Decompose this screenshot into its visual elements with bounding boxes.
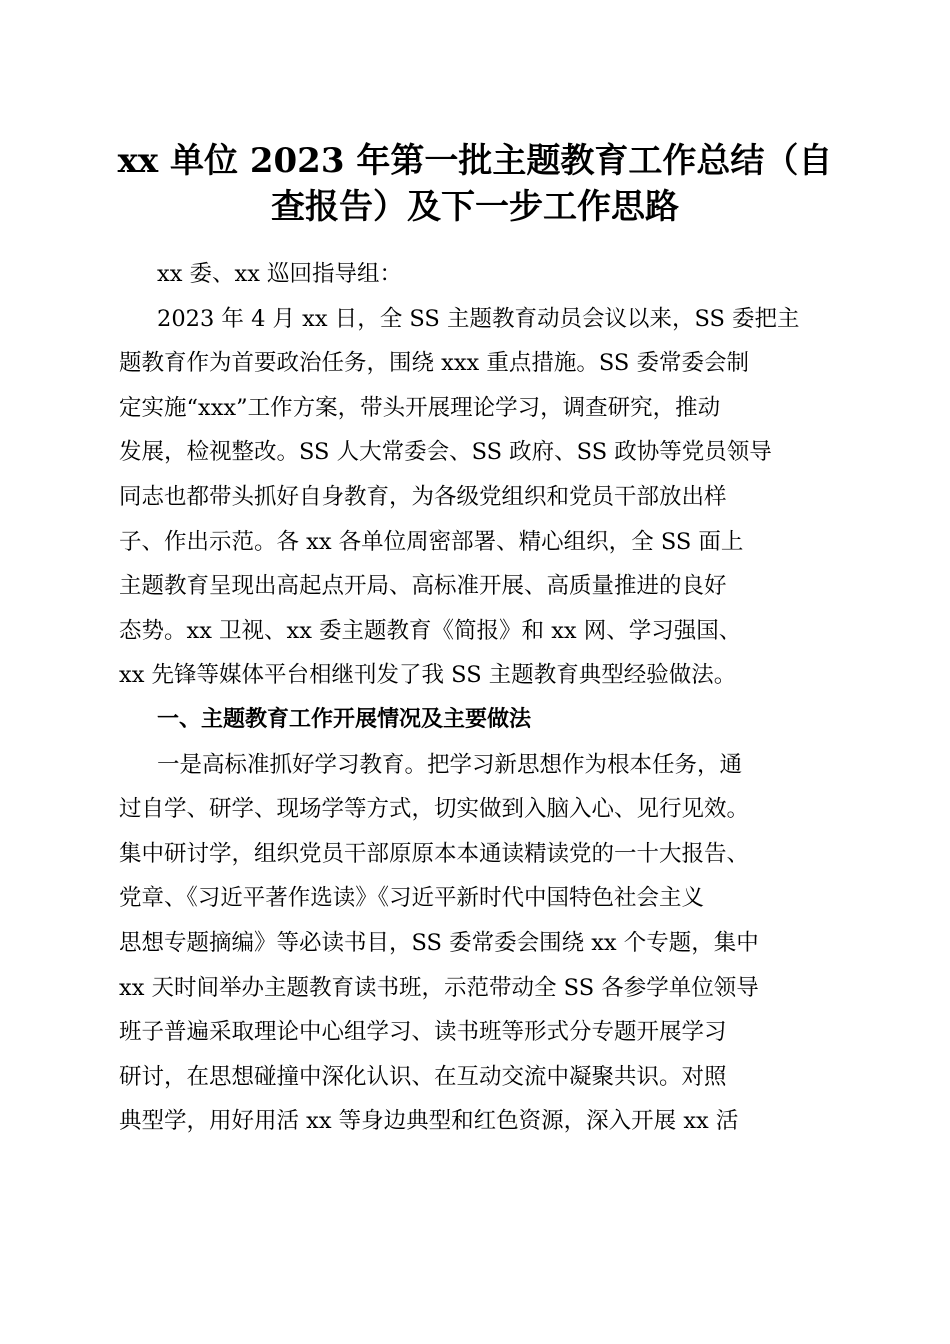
paragraph-2-line: 思想专题摘编》等必读书目，SS 委常委会围绕 xx 个专题，集中	[119, 929, 759, 956]
paragraph-2-line: 研讨，在思想碰撞中深化认识、在互动交流中凝聚共识。对照	[119, 1063, 727, 1090]
paragraph-1-line: 发展，检视整改。SS 人大常委会、SS 政府、SS 政协等党员领导	[119, 439, 772, 466]
paragraph-1-line: 2023 年 4 月 xx 日，全 SS 主题教育动员会议以来，SS 委把主	[157, 305, 800, 332]
title-line-2: 查报告）及下一步工作思路	[271, 187, 679, 227]
title-line-1: xx 单位 2023 年第一批主题教育工作总结（自	[117, 141, 833, 181]
paragraph-1-line: 子、作出示范。各 xx 各单位周密部署、精心组织，全 SS 面上	[119, 528, 744, 555]
document-title	[110, 138, 840, 230]
paragraph-2-line: 党章、《习近平著作选读》《习近平新时代中国特色社会主义	[119, 885, 705, 912]
paragraph-1-line: 定实施“xxx”工作方案，带头开展理论学习，调查研究，推动	[119, 394, 721, 421]
paragraph-2-line: 一是高标准抓好学习教育。把学习新思想作为根本任务，通	[157, 751, 743, 778]
document-body	[119, 252, 829, 1144]
paragraph-1	[119, 297, 829, 698]
paragraph-2-line: 集中研讨学，组织党员干部原原本本通读精读党的一十大报告、	[119, 840, 750, 867]
paragraph-1-line: 题教育作为首要政治任务，围绕 xxx 重点措施。SS 委常委会制	[119, 350, 749, 377]
paragraph-1-line: 态势。xx 卫视、xx 委主题教育《简报》和 xx 网、学习强国、	[119, 617, 742, 644]
paragraph-1-line: xx 先锋等媒体平台相继刊发了我 SS 主题教育典型经验做法。	[119, 662, 737, 689]
paragraph-1-line: 主题教育呈现出高起点开局、高标准开展、高质量推进的良好	[119, 573, 727, 600]
paragraph-2	[119, 743, 829, 1144]
paragraph-2-line: 过自学、研学、现场学等方式，切实做到入脑入心、见行见效。	[119, 796, 750, 823]
paragraph-2-line: xx 天时间举办主题教育读书班，示范带动全 SS 各参学单位领导	[119, 974, 759, 1001]
paragraph-2-line: 典型学，用好用活 xx 等身边典型和红色资源，深入开展 xx 活	[119, 1108, 739, 1135]
salutation: xx 委、xx 巡回指导组：	[157, 261, 403, 287]
paragraph-1-line: 同志也都带头抓好自身教育，为各级党组织和党员干部放出样	[119, 483, 727, 510]
paragraph-2-line: 班子普遍采取理论中心组学习、读书班等形式分专题开展学习	[119, 1019, 727, 1046]
section-heading: 一、主题教育工作开展情况及主要做法	[157, 706, 532, 732]
